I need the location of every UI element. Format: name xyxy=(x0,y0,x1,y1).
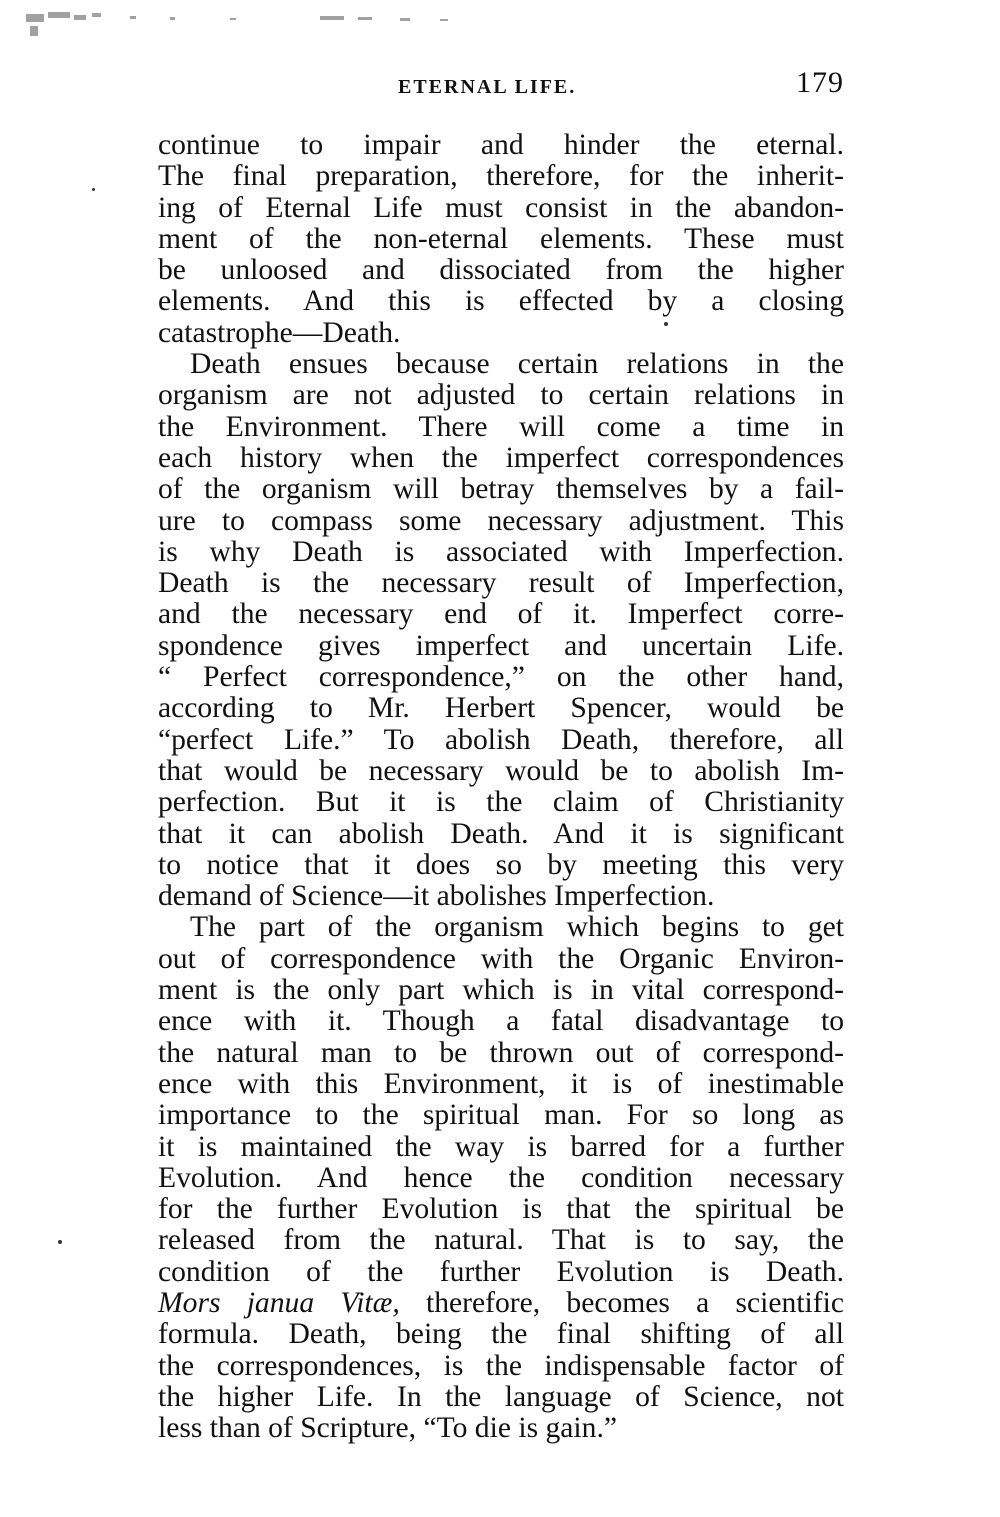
text-line: The final preparation, therefore, for the inherit- xyxy=(158,160,844,193)
text-line: elements. And this is effected by a closing xyxy=(158,285,844,318)
text-line: spondence gives imperfect and uncertain Life. xyxy=(158,629,844,662)
text-line: ure to compass some necessary adjustment. This xyxy=(158,504,844,537)
text-line: condition of the further Evolution is Death. xyxy=(158,1255,844,1288)
text-line: of the organism will betray themselves by a fail- xyxy=(158,473,844,506)
text-line: Death is the necessary result of Imperfection, xyxy=(158,567,844,600)
text-line: ence with it. Though a fatal disadvantage to xyxy=(158,1005,844,1038)
text-line: the Environment. There will come a time in xyxy=(158,410,844,443)
text-line: Evolution. And hence the condition necessary xyxy=(158,1161,844,1194)
latin-phrase: Mors janua Vitæ, xyxy=(158,1286,400,1319)
text-line: formula. Death, being the final shifting of all xyxy=(158,1318,844,1351)
text-line: ment of the non-eternal elements. These must xyxy=(158,222,844,255)
text-line: Death ensues because certain relations in the xyxy=(190,348,844,381)
text-line: perfection. But it is the claim of Christianity xyxy=(158,786,844,819)
running-title: ETERNAL LIFE. xyxy=(398,76,577,98)
text-line: it is maintained the way is barred for a further xyxy=(158,1130,844,1163)
text-line: out of correspondence with the Organic Environ- xyxy=(158,942,844,975)
text-line: the natural man to be thrown out of correspond- xyxy=(158,1036,844,1069)
paragraph xyxy=(158,912,844,1444)
text-line: each history when the imperfect correspondences xyxy=(158,441,844,474)
stray-ink-dot xyxy=(664,322,668,326)
stray-ink-dot xyxy=(58,1240,62,1244)
text-line: the correspondences, is the indispensable factor of xyxy=(158,1349,844,1382)
text-line-rest: therefore, becomes a scientific xyxy=(399,1286,844,1319)
paragraph xyxy=(158,130,844,349)
text-line: is why Death is associated with Imperfection. xyxy=(158,535,844,568)
text-line: The part of the organism which begins to get xyxy=(190,911,844,944)
text-line: demand of Science—it abolishes Imperfection. xyxy=(158,880,715,913)
text-line: to notice that it does so by meeting this very xyxy=(158,848,844,881)
text-line: ence with this Environment, it is of inestimable xyxy=(158,1067,844,1100)
text-line: ing of Eternal Life must consist in the abandon- xyxy=(158,191,844,224)
text-line-with-latin-phrase xyxy=(158,1288,844,1319)
page-number: 179 xyxy=(796,66,844,99)
text-line: for the further Evolution is that the spiritual be xyxy=(158,1193,844,1226)
text-line: released from the natural. That is to say, the xyxy=(158,1224,844,1257)
paragraph xyxy=(158,349,844,912)
text-line: be unloosed and dissociated from the higher xyxy=(158,254,844,287)
text-line: and the necessary end of it. Imperfect corre- xyxy=(158,598,844,631)
body-text xyxy=(158,130,844,1444)
text-line: that would be necessary would be to abolish Im- xyxy=(158,754,844,787)
text-line: according to Mr. Herbert Spencer, would be xyxy=(158,692,844,725)
text-line: “perfect Life.” To abolish Death, therefore, all xyxy=(158,723,844,756)
stray-ink-dot xyxy=(92,188,95,191)
text-line: that it can abolish Death. And it is significant xyxy=(158,817,844,850)
text-line: the higher Life. In the language of Science, not xyxy=(158,1380,844,1413)
text-line: “ Perfect correspondence,” on the other hand, xyxy=(158,661,844,694)
text-line: continue to impair and hinder the eternal. xyxy=(158,129,844,161)
text-line: importance to the spiritual man. For so long as xyxy=(158,1099,844,1132)
running-header xyxy=(158,62,844,102)
ink-smudge xyxy=(20,8,490,48)
text-line: catastrophe—Death. xyxy=(158,316,401,349)
text-line: organism are not adjusted to certain relations in xyxy=(158,379,844,412)
text-line: less than of Scripture, “To die is gain.” xyxy=(158,1412,617,1445)
text-line: ment is the only part which is in vital correspond- xyxy=(158,974,844,1007)
